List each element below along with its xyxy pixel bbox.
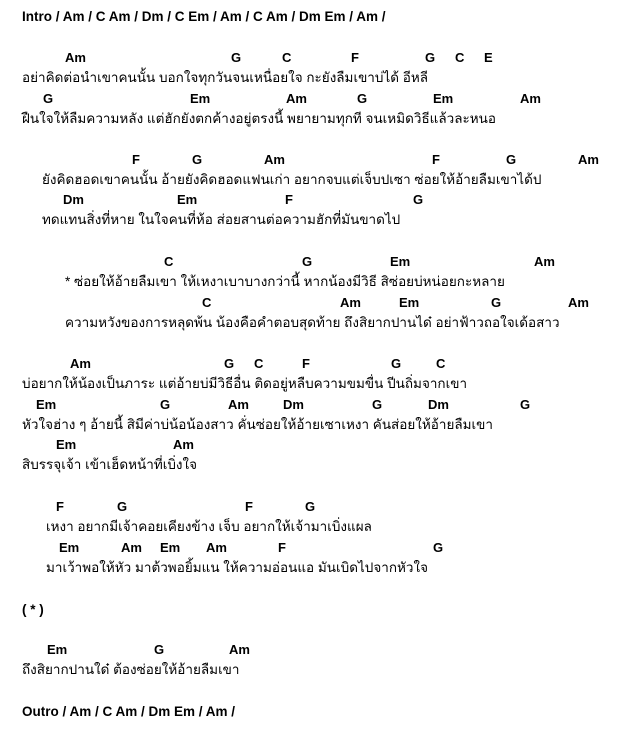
chord-label: Am bbox=[264, 152, 285, 167]
chord-label: C bbox=[282, 50, 292, 65]
lyric-line: * ซ่อยให้อ้ายลืมเขา ให้เหงาเบาบางกว่านี้ หากน้องมีวิธี สิซ่อยบ่หน่อยกะหลาย bbox=[65, 274, 505, 289]
chord-label: Am bbox=[70, 356, 91, 371]
chord-label: G bbox=[192, 152, 203, 167]
chord-label: Am bbox=[520, 91, 541, 106]
chord-label: Am bbox=[286, 91, 307, 106]
chord-label: Am bbox=[578, 152, 599, 167]
chord-label: G bbox=[154, 642, 165, 657]
chord-label: G bbox=[305, 499, 316, 514]
chord-label: F bbox=[56, 499, 64, 514]
chord-label: E bbox=[484, 50, 493, 65]
chord-label: Em bbox=[59, 540, 80, 555]
chord-label: C bbox=[164, 254, 174, 269]
chord-label: Am bbox=[228, 397, 249, 412]
chord-label: C bbox=[202, 295, 212, 310]
chord-label: F bbox=[285, 192, 293, 207]
chord-label: G bbox=[520, 397, 531, 412]
chord-label: G bbox=[433, 540, 444, 555]
lyric-line: อย่าคิดต่อนำเขาคนนั้น บอกใจทุกวันจนเหนื่อยใจ กะยังลืมเขาบ่ได้ อีหลี bbox=[22, 70, 429, 85]
chord-label: Am bbox=[568, 295, 589, 310]
chord-label: G bbox=[413, 192, 424, 207]
chord-label: Dm bbox=[428, 397, 449, 412]
chord-label: F bbox=[351, 50, 359, 65]
chord-label: Em bbox=[390, 254, 411, 269]
chord-label: G bbox=[491, 295, 502, 310]
chord-label: C bbox=[254, 356, 264, 371]
chord-label: C bbox=[455, 50, 465, 65]
chord-label: G bbox=[425, 50, 436, 65]
lyric-line: ถึงสิยากปานใด๋ ต้องซ่อยให้อ้ายลืมเขา bbox=[22, 662, 240, 677]
chord-label: Em bbox=[160, 540, 181, 555]
chord-label: F bbox=[302, 356, 310, 371]
chord-label: F bbox=[278, 540, 286, 555]
lyric-line: บ่อยากให้น้องเป็นภาระ แต่อ้ายบ่มีวิธีอื่น ติดอยู่หลืบความขมขื่น ปีนถิ่มจากเขา bbox=[22, 376, 468, 391]
chord-label: G bbox=[357, 91, 368, 106]
lyric-line: มาเว้าพอให้หัว มาต้วพอยิ้มแน ให้ความอ่อนแอ มันเบิดไปจากหัวใจ bbox=[46, 560, 428, 575]
chord-label: Em bbox=[190, 91, 211, 106]
chord-label: G bbox=[231, 50, 242, 65]
chord-label: Am bbox=[229, 642, 250, 657]
chord-label: G bbox=[506, 152, 517, 167]
chord-label: Em bbox=[47, 642, 68, 657]
lyric-line: ยังคิดฮอดเขาคนนั้น อ้ายยังคิดฮอดแฟนเก่า อยากจบแต่เจ็บปเซา ซ่อยให้อ้ายลืมเขาได้ป bbox=[42, 172, 542, 187]
outro-line: Outro / Am / C Am / Dm Em / Am / bbox=[22, 704, 236, 719]
chord-label: G bbox=[224, 356, 235, 371]
lyric-line: ทดแทนสิ่งที่หาย ในใจคนที่ห้อ ส่อยสานต่อความฮักที่มันขาดไป bbox=[42, 212, 401, 227]
lyric-line: สิบรรจุเจ้า เข้าเฮ็ดหน้าที่เบิ่งใจ bbox=[22, 457, 198, 472]
chord-label: Dm bbox=[63, 192, 84, 207]
chord-label: Em bbox=[399, 295, 420, 310]
chord-label: F bbox=[245, 499, 253, 514]
repeat-chorus-marker: ( * ) bbox=[22, 602, 44, 617]
chord-label: Em bbox=[36, 397, 57, 412]
chord-label: C bbox=[436, 356, 446, 371]
chord-label: Am bbox=[65, 50, 86, 65]
intro-line: Intro / Am / C Am / Dm / C Em / Am / C Am / Dm Em / Am / bbox=[22, 9, 386, 24]
chord-label: F bbox=[432, 152, 440, 167]
chord-label: Em bbox=[433, 91, 454, 106]
chord-label: F bbox=[132, 152, 140, 167]
chord-label: Em bbox=[177, 192, 198, 207]
chord-label: G bbox=[160, 397, 171, 412]
lyric-line: หัวใจฮ่าง ๆ อ้ายนี้ สิมีค่าบ่น้อน้องสาว คั่นซ่อยให้อ้ายเซาเหงา คันส่อยให้อ้ายลืมเขา bbox=[22, 417, 493, 432]
chord-label: Am bbox=[206, 540, 227, 555]
chord-label: Am bbox=[173, 437, 194, 452]
lyric-line: เหงา อยากมีเจ้าคอยเคียงข้าง เจ็บ อยากให้เจ้ามาเบิ่งแผล bbox=[46, 519, 372, 534]
chord-label: G bbox=[302, 254, 313, 269]
lyric-line: ความหวังของการหลุดพ้น น้องคือคำตอบสุดท้าย ถึงสิยากปานได๋ อย่าฟ้าวถอใจเด้อสาว bbox=[65, 315, 560, 330]
chord-label: G bbox=[372, 397, 383, 412]
chord-label: Am bbox=[121, 540, 142, 555]
chord-label: Em bbox=[56, 437, 77, 452]
chord-label: G bbox=[117, 499, 128, 514]
chord-label: Am bbox=[340, 295, 361, 310]
chord-label: Am bbox=[534, 254, 555, 269]
lyric-line: ฝืนใจให้ลืมความหลัง แต่ฮักยังตกค้างอยู่ตรงนี้ พยายามทุกที จนเหมิดวิธีแล้วละหนอ bbox=[22, 111, 496, 126]
chord-label: Dm bbox=[283, 397, 304, 412]
chord-label: G bbox=[391, 356, 402, 371]
chord-label: G bbox=[43, 91, 54, 106]
